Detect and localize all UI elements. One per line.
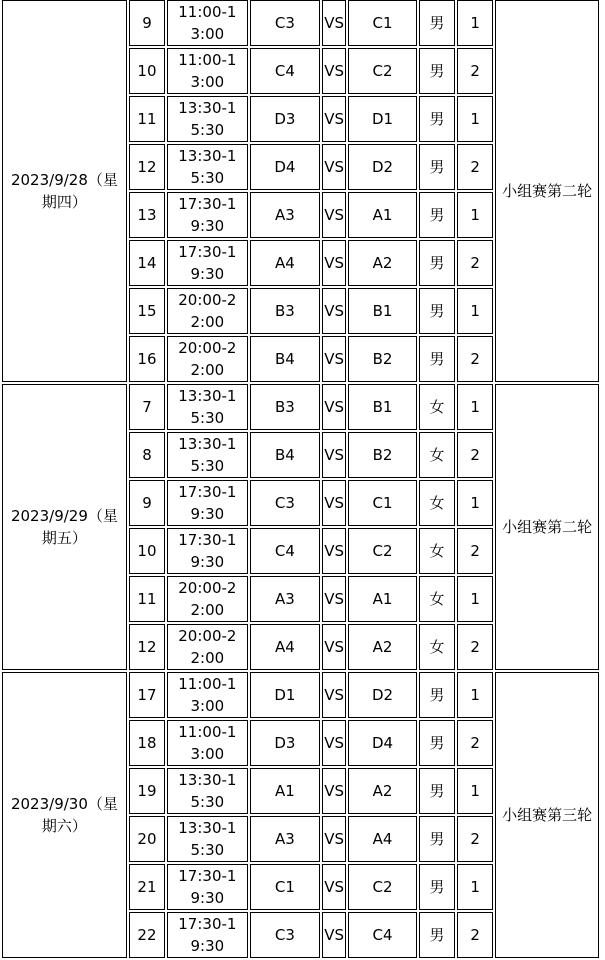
match-number-cell: 22	[129, 912, 165, 958]
vs-cell: VS	[322, 528, 346, 574]
time-cell: 13:30-15:30	[167, 432, 248, 478]
table-row	[2, 0, 599, 46]
schedule-body	[2, 0, 599, 958]
round-cell: 小组赛第二轮	[495, 384, 599, 670]
court-cell: 1	[457, 576, 493, 622]
match-number-cell: 7	[129, 384, 165, 430]
vs-cell: VS	[322, 288, 346, 334]
team-b-cell: C2	[348, 48, 416, 94]
team-b-cell: B2	[348, 432, 416, 478]
team-b-cell: C1	[348, 0, 416, 46]
court-cell: 1	[457, 288, 493, 334]
time-cell: 20:00-22:00	[167, 336, 248, 382]
gender-cell: 女	[419, 528, 455, 574]
team-a-cell: B3	[250, 288, 320, 334]
gender-cell: 男	[419, 864, 455, 910]
time-cell: 17:30-19:30	[167, 192, 248, 238]
match-number-cell: 20	[129, 816, 165, 862]
vs-cell: VS	[322, 240, 346, 286]
team-b-cell: A2	[348, 768, 416, 814]
table-row	[2, 672, 599, 718]
team-a-cell: B4	[250, 336, 320, 382]
team-b-cell: A2	[348, 624, 416, 670]
court-cell: 1	[457, 96, 493, 142]
team-a-cell: A3	[250, 816, 320, 862]
match-number-cell: 19	[129, 768, 165, 814]
team-a-cell: B3	[250, 384, 320, 430]
court-cell: 1	[457, 864, 493, 910]
court-cell: 2	[457, 528, 493, 574]
vs-cell: VS	[322, 48, 346, 94]
round-cell: 小组赛第二轮	[495, 0, 599, 382]
team-b-cell: A2	[348, 240, 416, 286]
gender-cell: 女	[419, 480, 455, 526]
match-number-cell: 21	[129, 864, 165, 910]
match-number-cell: 11	[129, 576, 165, 622]
team-a-cell: B4	[250, 432, 320, 478]
team-b-cell: D2	[348, 672, 416, 718]
match-number-cell: 10	[129, 48, 165, 94]
court-cell: 1	[457, 192, 493, 238]
match-number-cell: 18	[129, 720, 165, 766]
time-cell: 13:30-15:30	[167, 96, 248, 142]
gender-cell: 男	[419, 672, 455, 718]
vs-cell: VS	[322, 912, 346, 958]
vs-cell: VS	[322, 768, 346, 814]
vs-cell: VS	[322, 144, 346, 190]
time-cell: 11:00-13:00	[167, 48, 248, 94]
vs-cell: VS	[322, 816, 346, 862]
team-a-cell: A3	[250, 192, 320, 238]
gender-cell: 男	[419, 240, 455, 286]
vs-cell: VS	[322, 432, 346, 478]
gender-cell: 女	[419, 432, 455, 478]
team-b-cell: D2	[348, 144, 416, 190]
gender-cell: 男	[419, 144, 455, 190]
round-cell: 小组赛第三轮	[495, 672, 599, 958]
team-b-cell: C2	[348, 528, 416, 574]
match-number-cell: 10	[129, 528, 165, 574]
match-number-cell: 15	[129, 288, 165, 334]
vs-cell: VS	[322, 480, 346, 526]
team-a-cell: D1	[250, 672, 320, 718]
gender-cell: 男	[419, 0, 455, 46]
court-cell: 1	[457, 0, 493, 46]
time-cell: 17:30-19:30	[167, 864, 248, 910]
date-cell: 2023/9/30（星期六）	[2, 672, 127, 958]
team-b-cell: D4	[348, 720, 416, 766]
time-cell: 13:30-15:30	[167, 144, 248, 190]
vs-cell: VS	[322, 576, 346, 622]
court-cell: 1	[457, 768, 493, 814]
team-b-cell: D1	[348, 96, 416, 142]
gender-cell: 男	[419, 192, 455, 238]
match-number-cell: 9	[129, 480, 165, 526]
time-cell: 17:30-19:30	[167, 480, 248, 526]
team-a-cell: C4	[250, 48, 320, 94]
match-number-cell: 17	[129, 672, 165, 718]
time-cell: 17:30-19:30	[167, 528, 248, 574]
team-a-cell: D4	[250, 144, 320, 190]
court-cell: 2	[457, 432, 493, 478]
team-b-cell: A1	[348, 576, 416, 622]
gender-cell: 女	[419, 576, 455, 622]
date-cell: 2023/9/29（星期五）	[2, 384, 127, 670]
team-b-cell: A4	[348, 816, 416, 862]
team-a-cell: D3	[250, 96, 320, 142]
vs-cell: VS	[322, 0, 346, 46]
time-cell: 20:00-22:00	[167, 288, 248, 334]
time-cell: 11:00-13:00	[167, 672, 248, 718]
team-a-cell: C3	[250, 480, 320, 526]
match-number-cell: 14	[129, 240, 165, 286]
date-cell: 2023/9/28（星期四）	[2, 0, 127, 382]
team-b-cell: B1	[348, 288, 416, 334]
team-b-cell: B2	[348, 336, 416, 382]
vs-cell: VS	[322, 672, 346, 718]
time-cell: 13:30-15:30	[167, 384, 248, 430]
time-cell: 11:00-13:00	[167, 720, 248, 766]
team-a-cell: A1	[250, 768, 320, 814]
gender-cell: 男	[419, 288, 455, 334]
team-b-cell: C2	[348, 864, 416, 910]
court-cell: 1	[457, 480, 493, 526]
team-b-cell: A1	[348, 192, 416, 238]
team-a-cell: A3	[250, 576, 320, 622]
court-cell: 1	[457, 672, 493, 718]
court-cell: 2	[457, 624, 493, 670]
court-cell: 2	[457, 48, 493, 94]
vs-cell: VS	[322, 336, 346, 382]
vs-cell: VS	[322, 384, 346, 430]
table-row	[2, 384, 599, 430]
team-b-cell: C1	[348, 480, 416, 526]
gender-cell: 男	[419, 336, 455, 382]
vs-cell: VS	[322, 192, 346, 238]
match-number-cell: 13	[129, 192, 165, 238]
team-a-cell: C3	[250, 0, 320, 46]
time-cell: 20:00-22:00	[167, 576, 248, 622]
match-number-cell: 11	[129, 96, 165, 142]
court-cell: 2	[457, 144, 493, 190]
match-number-cell: 12	[129, 624, 165, 670]
team-a-cell: C3	[250, 912, 320, 958]
team-a-cell: C1	[250, 864, 320, 910]
time-cell: 20:00-22:00	[167, 624, 248, 670]
court-cell: 2	[457, 912, 493, 958]
time-cell: 13:30-15:30	[167, 768, 248, 814]
team-a-cell: D3	[250, 720, 320, 766]
team-b-cell: C4	[348, 912, 416, 958]
team-b-cell: B1	[348, 384, 416, 430]
gender-cell: 男	[419, 912, 455, 958]
time-cell: 11:00-13:00	[167, 0, 248, 46]
team-a-cell: A4	[250, 240, 320, 286]
gender-cell: 男	[419, 720, 455, 766]
gender-cell: 女	[419, 624, 455, 670]
team-a-cell: C4	[250, 528, 320, 574]
match-number-cell: 16	[129, 336, 165, 382]
vs-cell: VS	[322, 720, 346, 766]
gender-cell: 女	[419, 384, 455, 430]
match-number-cell: 9	[129, 0, 165, 46]
vs-cell: VS	[322, 864, 346, 910]
time-cell: 13:30-15:30	[167, 816, 248, 862]
court-cell: 2	[457, 816, 493, 862]
court-cell: 2	[457, 336, 493, 382]
match-number-cell: 8	[129, 432, 165, 478]
gender-cell: 男	[419, 768, 455, 814]
team-a-cell: A4	[250, 624, 320, 670]
vs-cell: VS	[322, 624, 346, 670]
time-cell: 17:30-19:30	[167, 912, 248, 958]
gender-cell: 男	[419, 48, 455, 94]
court-cell: 2	[457, 720, 493, 766]
court-cell: 2	[457, 240, 493, 286]
vs-cell: VS	[322, 96, 346, 142]
gender-cell: 男	[419, 816, 455, 862]
time-cell: 17:30-19:30	[167, 240, 248, 286]
match-number-cell: 12	[129, 144, 165, 190]
court-cell: 1	[457, 384, 493, 430]
gender-cell: 男	[419, 96, 455, 142]
